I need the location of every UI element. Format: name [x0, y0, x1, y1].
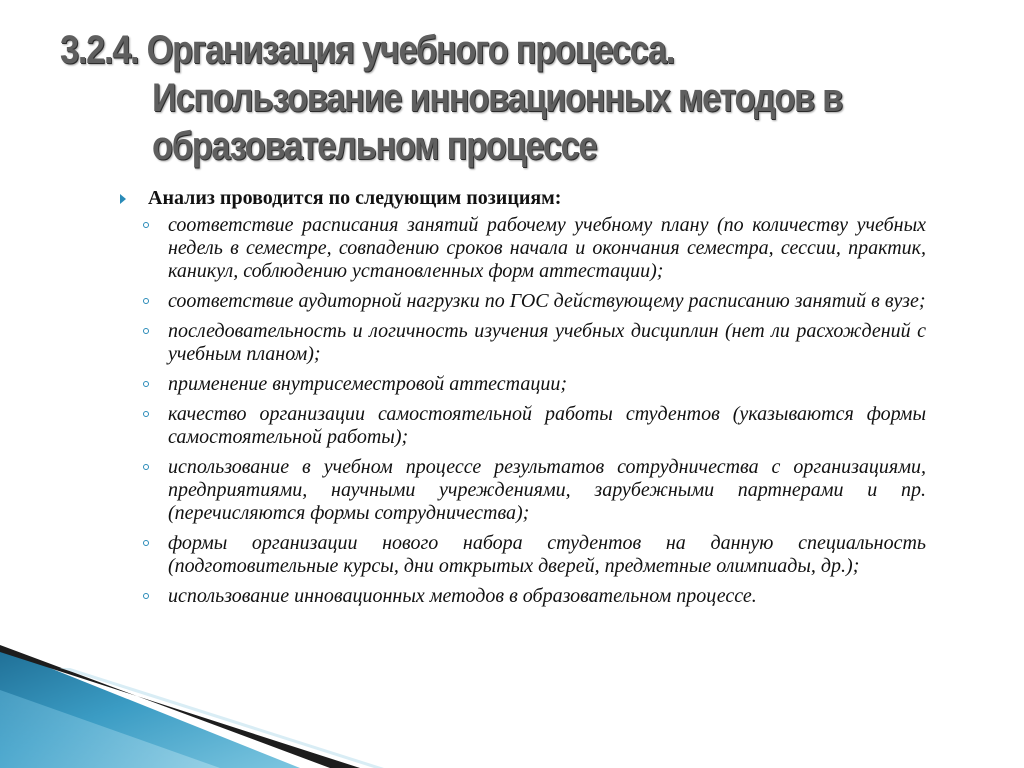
light-blue-wedge-shape	[0, 690, 220, 768]
hollow-circle-icon	[143, 298, 149, 304]
list-item-text: соответствие аудиторной нагрузки по ГОС действующему расписанию занятий в вузе;	[168, 290, 926, 312]
hollow-circle-icon	[143, 381, 149, 387]
list-item-text: последовательность и логичность изучения учебных дисциплин (нет ли расхождений с учебным планом);	[168, 320, 926, 365]
hollow-circle-icon	[143, 328, 149, 334]
list-item	[116, 290, 926, 313]
lead-text: Анализ проводится по следующим позициям:	[148, 187, 562, 209]
triangle-arrow-icon	[120, 194, 126, 204]
hollow-circle-icon	[143, 593, 149, 599]
list-item-text: использование инновационных методов в образовательном процессе.	[168, 585, 757, 607]
list-item-text: соответствие расписания занятий рабочему учебному плану (по количеству учебных недель в семестре, совпадению сроков начала и окончания семестра, сессии, практик, каникул, соблюдению установленных форм аттестации);	[168, 214, 926, 282]
title-line-2: Использование инновационных методов в	[152, 76, 843, 120]
hollow-circle-icon	[143, 411, 149, 417]
light-stripe-shape	[60, 668, 384, 768]
lead-item	[116, 186, 926, 210]
list-item-text: формы организации нового набора студентов на данную специальность (подготовительные курсы, дни открытых дверей, предметные олимпиады, др.);	[168, 532, 926, 577]
blue-wedge-shape	[0, 648, 300, 768]
list-item	[116, 320, 926, 366]
list-item-text: применение внутрисеместровой аттестации;	[168, 373, 567, 395]
title-line-1: 3.2.4. Организация учебного процесса.	[60, 28, 675, 72]
hollow-circle-icon	[143, 540, 149, 546]
slide-title	[60, 26, 843, 170]
dark-stripe-shape	[0, 645, 360, 768]
list-item-text: использование в учебном процессе результатов сотрудничества с организациями, предприятиями, научными учреждениями, зарубежными партнерами и пр. (перечисляются формы сотрудничества);	[168, 456, 926, 524]
list-item	[116, 532, 926, 578]
list-item-text: качество организации самостоятельной работы студентов (указываются формы самостоятельной работы);	[168, 403, 926, 448]
positions-list	[116, 214, 926, 608]
list-item	[116, 214, 926, 283]
title-line-3: образовательном процессе	[152, 124, 597, 168]
hollow-circle-icon	[143, 464, 149, 470]
content-area	[116, 186, 926, 615]
hollow-circle-icon	[143, 222, 149, 228]
list-item	[116, 403, 926, 449]
list-item	[116, 373, 926, 396]
list-item	[116, 456, 926, 525]
list-item	[116, 585, 926, 608]
